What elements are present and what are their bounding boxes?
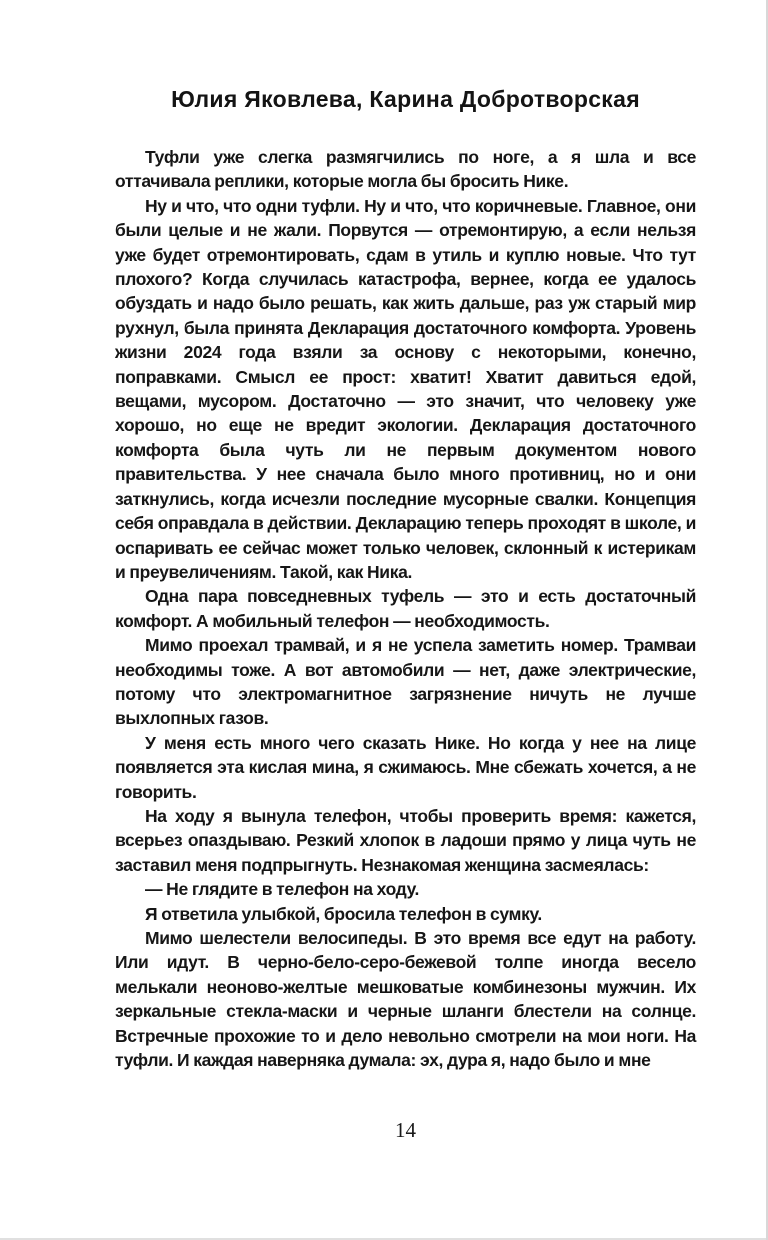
page-header-authors: Юлия Яковлева, Карина Добротворская [171,86,640,112]
paragraph: Мимо проехал трамвай, и я не успела заметить номер. Трамваи необходимы тоже. А вот автомобили — нет, даже электрические, потому что электромагнитное загрязнение ничуть не лучше выхлопных газов. [115,635,696,729]
paragraph: Одна пара повседневных туфель — это и есть достаточный комфорт. А мобильный телефон — необходимость. [115,586,696,631]
paragraph: Ну и что, что одни туфли. Ну и что, что коричневые. Главное, они были целые и не жали. Порвутся — отремонтирую, а если нельзя уже будет отремонтировать, сдам в утиль и куплю новые. Что тут плохого? Когда случилась катастрофа, вернее, когда ее удалось обуздать и надо было решать, как жить дальше, раз уж старый мир рухнул, была принята Декларация достаточного комфорта. Уровень жизни 2024 года взяли за основу с некоторыми, конечно, поправками. Смысл ее прост: хватит! Хватит давиться едой, вещами, мусором. Достаточно — это значит, что человеку уже хорошо, но еще не вредит экологии. Декларация достаточного комфорта была чуть ли не первым документом нового правительства. У нее сначала было много противниц, но и они заткнулись, когда исчезли последние мусорные свалки. Концепция себя оправдала в действии. Декларацию теперь проходят в школе, и оспаривать ее сейчас может только человек, склонный к истерикам и преувеличениям. Такой, как Ника. [115,195,696,582]
paragraph: Я ответила улыбкой, бросила телефон в сумку. [145,903,542,924]
paragraph: У меня есть много чего сказать Нике. Но когда у нее на лице появляется эта кислая мина, я сжимаюсь. Мне сбежать хочется, а не говорить. [115,732,696,802]
paragraph: Мимо шелестели велосипеды. В это время все едут на работу. Или идут. В черно-бело-серо-бежевой толпе иногда весело мелькали неоново-желтые мешковатые комбинезоны мужчин. Их зеркальные стекла-маски и черные шланги блестели на солнце. Встречные прохожие то и дело невольно смотрели на мои ноги. На туфли. И каждая наверняка думала: эх, дура я, надо было и мне [115,928,696,1071]
body-text [115,145,696,1072]
paragraph: Туфли уже слегка размягчились по ноге, а я шла и все оттачивала реплики, которые могла бы бросить Нике. [115,147,696,192]
paragraph: На ходу я вынула телефон, чтобы проверить время: кажется, всерьез опаздываю. Резкий хлопок в ладоши прямо у лица чуть не заставил меня подпрыгнуть. Незнакомая женщина засмеялась: [115,805,696,875]
paragraph-dialogue: — Не глядите в телефон на ходу. [145,879,420,900]
page-number: 14 [395,1118,416,1142]
